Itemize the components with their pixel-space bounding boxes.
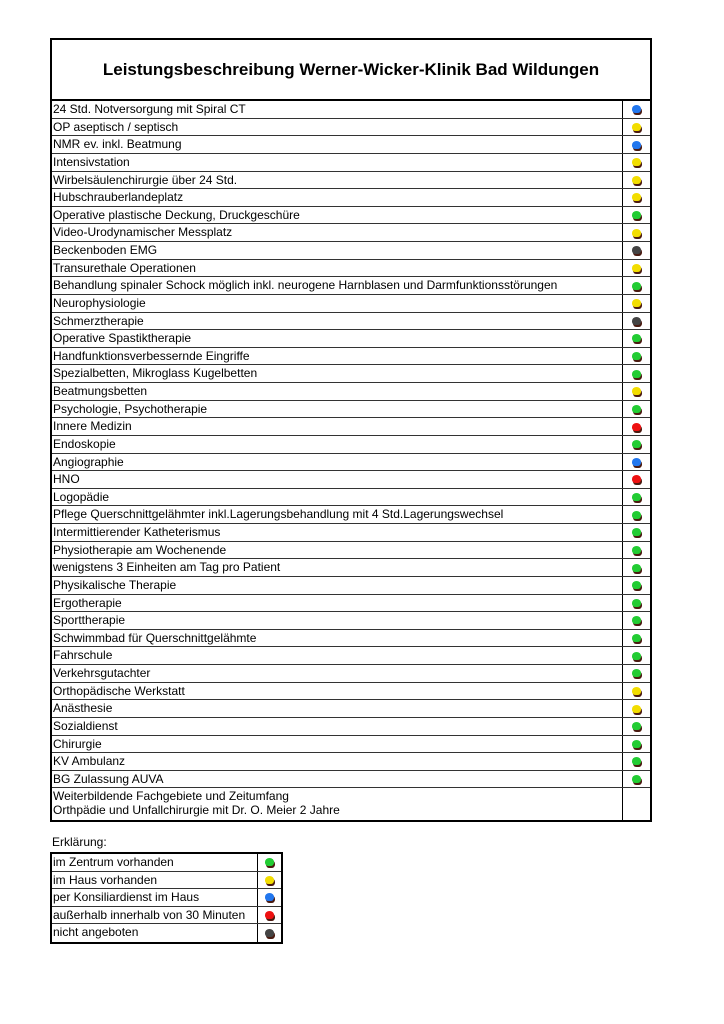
service-row [52, 277, 650, 295]
legend-table [50, 852, 283, 944]
status-red-icon [265, 911, 274, 919]
service-row [52, 348, 650, 366]
service-row [52, 383, 650, 401]
status-yellow-icon [632, 264, 641, 272]
service-row-label: Endoskopie [53, 436, 116, 451]
status-cell [622, 101, 650, 118]
service-row [52, 647, 650, 665]
service-row [52, 630, 650, 648]
status-cell [622, 489, 650, 506]
legend-row-label: im Zentrum vorhanden [53, 855, 174, 869]
legend-row [52, 924, 281, 942]
status-cell [622, 436, 650, 453]
status-cell [622, 559, 650, 576]
service-row-label: Orthopädische Werkstatt [53, 683, 185, 698]
service-row [52, 436, 650, 454]
service-row-label: wenigstens 3 Einheiten am Tag pro Patient [53, 560, 281, 575]
status-green-icon [632, 757, 641, 765]
service-row [52, 242, 650, 260]
service-row-label: Operative plastische Deckung, Druckgeschüre [53, 207, 300, 222]
status-cell [622, 736, 650, 753]
service-row-label: HNO [53, 472, 80, 487]
service-row-label: 24 Std. Notversorgung mit Spiral CT [53, 102, 246, 116]
service-row-label: Innere Medizin [53, 419, 132, 434]
service-row-label: Hubschrauberlandeplatz [53, 190, 184, 205]
service-row-label: Anästhesie [53, 701, 113, 716]
status-blue-icon [265, 893, 274, 901]
status-yellow-icon [632, 705, 641, 713]
status-green-icon [632, 616, 641, 624]
service-row [52, 224, 650, 242]
status-green-icon [632, 599, 641, 607]
status-cell [622, 330, 650, 347]
status-green-icon [632, 546, 641, 554]
service-row-label: Logopädie [53, 489, 110, 504]
status-red-icon [632, 475, 641, 483]
status-blue-icon [632, 141, 641, 149]
status-green-icon [632, 652, 641, 660]
service-row [52, 471, 650, 489]
status-green-icon [632, 440, 641, 448]
status-yellow-icon [632, 123, 641, 131]
service-row [52, 295, 650, 313]
status-green-icon [632, 564, 641, 572]
service-row [52, 683, 650, 701]
service-row [52, 506, 650, 524]
service-row [52, 207, 650, 225]
service-row-label: NMR ev. inkl. Beatmung [53, 137, 182, 152]
training-status-cell [622, 788, 650, 820]
service-row [52, 418, 650, 436]
status-cell [622, 260, 650, 277]
legend-row [52, 872, 281, 890]
training-line-1: Weiterbildende Fachgebiete und Zeitumfang [53, 789, 289, 804]
status-yellow-icon [632, 176, 641, 184]
service-row-label: Ergotherapie [53, 595, 122, 610]
status-cell [622, 401, 650, 418]
status-green-icon [632, 634, 641, 642]
service-row-label: Verkehrsgutachter [53, 666, 151, 680]
status-yellow-icon [632, 687, 641, 695]
status-cell [622, 700, 650, 717]
status-red-icon [632, 423, 641, 431]
service-row-label: Sporttherapie [53, 613, 126, 628]
service-row [52, 101, 650, 119]
services-table [50, 38, 652, 822]
service-row-label: Fahrschule [53, 648, 113, 663]
service-row-label: Intensivstation [53, 154, 130, 169]
status-dark-icon [632, 317, 641, 325]
status-green-icon [632, 511, 641, 519]
service-row [52, 172, 650, 190]
service-row [52, 365, 650, 383]
training-text [52, 788, 622, 820]
service-row [52, 700, 650, 718]
status-green-icon [632, 775, 641, 783]
service-row [52, 771, 650, 789]
service-row [52, 260, 650, 278]
status-yellow-icon [632, 299, 641, 307]
service-row [52, 542, 650, 560]
status-cell [622, 418, 650, 435]
service-row [52, 595, 650, 613]
service-row [52, 189, 650, 207]
services-rows [52, 101, 650, 788]
service-row-label: Video-Urodynamischer Messplatz [53, 225, 233, 240]
status-blue-icon [632, 105, 641, 113]
status-cell [622, 630, 650, 647]
legend-row-label: im Haus vorhanden [53, 872, 158, 887]
legend-row [52, 854, 281, 872]
status-cell [622, 313, 650, 330]
service-row-label: Chirurgie [53, 736, 102, 751]
service-row-label: Angiographie [53, 454, 124, 469]
service-row-label: Pflege Querschnittgelähmter inkl.Lagerungsbehandlung mit 4 Std.Lagerungswechsel [53, 507, 504, 522]
status-green-icon [632, 740, 641, 748]
status-green-icon [632, 282, 641, 290]
status-yellow-icon [632, 158, 641, 166]
legend-row-label: per Konsiliardienst im Haus [53, 890, 200, 905]
service-row-label: Transurethale Operationen [53, 260, 196, 275]
service-row [52, 401, 650, 419]
status-cell [622, 647, 650, 664]
service-row-label: Wirbelsäulenchirurgie über 24 Std. [53, 172, 238, 187]
status-cell [622, 683, 650, 700]
status-cell [622, 665, 650, 682]
status-cell [257, 872, 281, 889]
status-cell [257, 889, 281, 906]
status-dark-icon [632, 246, 641, 254]
status-cell [622, 348, 650, 365]
service-row-label: Schwimmbad für Querschnittgelähmte [53, 630, 257, 645]
status-cell [622, 242, 650, 259]
status-cell [622, 753, 650, 770]
legend-row [52, 907, 281, 925]
service-row-label: Schmerztherapie [53, 313, 144, 328]
status-cell [622, 718, 650, 735]
status-cell [622, 189, 650, 206]
page-title: Leistungsbeschreibung Werner-Wicker-Klinik Bad Wildungen [52, 40, 650, 101]
service-row [52, 119, 650, 137]
status-green-icon [265, 858, 274, 866]
legend-row [52, 889, 281, 907]
service-row [52, 612, 650, 630]
status-cell [257, 924, 281, 942]
service-row [52, 718, 650, 736]
status-yellow-icon [632, 387, 641, 395]
service-row-label: Neurophysiologie [53, 295, 146, 310]
training-row [52, 788, 650, 820]
training-line-2: Orthpädie und Unfallchirurgie mit Dr. O. Meier 2 Jahre [53, 803, 340, 818]
service-row-label: Intermittierender Katheterismus [53, 525, 221, 539]
status-green-icon [632, 211, 641, 219]
service-row-label: BG Zulassung AUVA [53, 771, 164, 786]
status-cell [257, 907, 281, 924]
status-green-icon [632, 405, 641, 413]
legend-row-label: außerhalb innerhalb von 30 Minuten [53, 907, 246, 922]
service-row [52, 665, 650, 683]
service-row [52, 136, 650, 154]
service-row-label: Physikalische Therapie [53, 577, 177, 592]
status-cell [622, 383, 650, 400]
legend-row-label: nicht angeboten [53, 925, 139, 940]
status-cell [622, 119, 650, 136]
service-row-label: Physiotherapie am Wochenende [53, 542, 227, 557]
service-row [52, 330, 650, 348]
status-cell [622, 136, 650, 153]
service-row-label: Spezialbetten, Mikroglass Kugelbetten [53, 366, 258, 381]
status-cell [622, 295, 650, 312]
service-row-label: Operative Spastiktherapie [53, 331, 192, 346]
service-row [52, 559, 650, 577]
service-row-label: Psychologie, Psychotherapie [53, 401, 208, 416]
service-row-label: Handfunktionsverbessernde Eingriffe [53, 348, 250, 363]
status-cell [622, 454, 650, 471]
status-dark-icon [265, 929, 274, 937]
service-row [52, 736, 650, 754]
service-row [52, 577, 650, 595]
status-cell [622, 612, 650, 629]
status-yellow-icon [632, 193, 641, 201]
status-yellow-icon [632, 229, 641, 237]
status-green-icon [632, 528, 641, 536]
status-green-icon [632, 334, 641, 342]
status-cell [622, 172, 650, 189]
service-row-label: OP aseptisch / septisch [53, 119, 179, 134]
status-cell [622, 365, 650, 382]
status-green-icon [632, 370, 641, 378]
status-cell [622, 577, 650, 594]
status-cell [622, 471, 650, 488]
status-green-icon [632, 493, 641, 501]
service-row-label: KV Ambulanz [53, 754, 126, 769]
status-cell [622, 595, 650, 612]
status-cell [257, 854, 281, 871]
service-row [52, 524, 650, 542]
status-yellow-icon [265, 876, 274, 884]
status-cell [622, 277, 650, 294]
service-row [52, 489, 650, 507]
status-green-icon [632, 722, 641, 730]
service-row-label: Sozialdienst [53, 718, 118, 733]
status-cell [622, 542, 650, 559]
service-row [52, 454, 650, 472]
service-row-label: Beatmungsbetten [53, 384, 148, 398]
status-cell [622, 224, 650, 241]
service-row [52, 154, 650, 172]
service-row [52, 313, 650, 331]
status-cell [622, 154, 650, 171]
status-cell [622, 524, 650, 541]
status-cell [622, 506, 650, 523]
status-cell [622, 771, 650, 788]
status-green-icon [632, 669, 641, 677]
service-row-label: Behandlung spinaler Schock möglich inkl. neurogene Harnblasen und Darmfunktionsstörungen [53, 278, 558, 293]
status-cell [622, 207, 650, 224]
service-row [52, 753, 650, 771]
status-green-icon [632, 352, 641, 360]
service-row-label: Beckenboden EMG [53, 243, 158, 257]
status-blue-icon [632, 458, 641, 466]
legend-title: Erklärung: [52, 835, 107, 849]
status-green-icon [632, 581, 641, 589]
